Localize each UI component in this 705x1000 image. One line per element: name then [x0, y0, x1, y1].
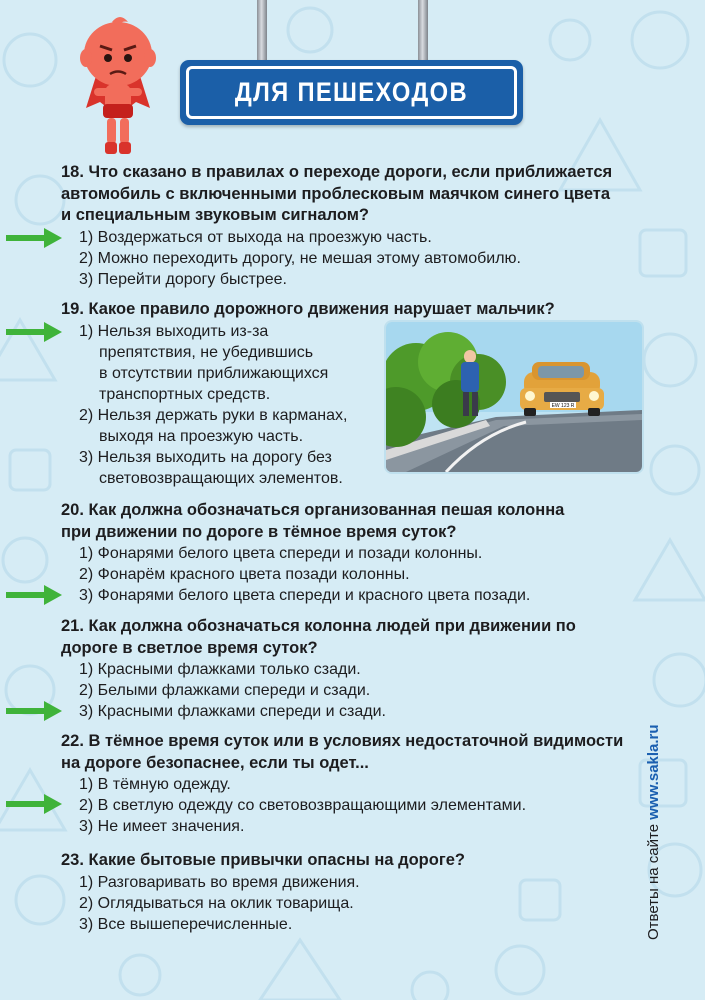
question-20-title: 20. Как должна обозначаться организованная пешая колонна при движении по дороге в тёмное время суток?: [61, 501, 565, 541]
question-21-title: 21. Как должна обозначаться колонна людей при движении по дороге в светлое время суток?: [61, 617, 576, 657]
answer-option: 3) Не имеет значения.: [79, 818, 245, 835]
question-21: [61, 616, 576, 722]
question-18-title: 18. Что сказано в правилах о переходе дороги, если приближается автомобиль с включенными проблесковым маячком синего цвета и специальным звуковым сигналом?: [61, 163, 613, 224]
answer-option: 2) Нельзя держать руки в карманах, выходя на проезжую часть.: [79, 406, 348, 445]
sign-post-left: [257, 0, 267, 68]
answer-option: 2) Белыми флажками спереди и сзади.: [79, 682, 371, 699]
green-arrow-icon: [6, 322, 62, 342]
answer-option: 3) Красными флажками спереди и сзади.: [79, 703, 386, 720]
sign-post-right: [418, 0, 428, 68]
green-arrow-icon: [6, 701, 62, 721]
answer-option: 2) В светлую одежду со световозвращающими элементами.: [79, 797, 527, 814]
answer-option: 3) Перейти дорогу быстрее.: [79, 270, 287, 288]
page-title: ДЛЯ ПЕШЕХОДОВ: [234, 77, 469, 107]
answer-option: 1) Воздержаться от выхода на проезжую часть.: [79, 228, 432, 246]
question-20: [61, 500, 564, 606]
answer-option: 3) Нельзя выходить на дорогу без световозвращающих элементов.: [79, 448, 343, 487]
question-22-title: 22. В тёмное время суток или в условиях недостаточной видимости на дороге безопаснее, если ты одет...: [61, 732, 624, 772]
header-sign-frame: [186, 66, 517, 119]
green-arrow-icon: [6, 228, 62, 248]
question-18: [61, 162, 612, 290]
answer-option: 3) Все вышеперечисленные.: [79, 915, 293, 933]
answer-option: 1) В тёмную одежду.: [79, 776, 231, 793]
answer-option: 1) Фонарями белого цвета спереди и позади колонны.: [79, 545, 483, 562]
question-22: [61, 731, 623, 837]
license-plate: EW 123 R: [551, 403, 575, 409]
question-23: [61, 850, 465, 935]
answer-option: 1) Нельзя выходить из-за препятствия, не убедившись в отсутствии приближающихся транспортных средств.: [79, 322, 329, 403]
mascot-character: [78, 16, 158, 158]
answer-option: 2) Оглядываться на оклик товарища.: [79, 894, 354, 912]
answers-site-caption: Ответы на сайте www.sakla.ru: [645, 724, 662, 940]
site-link[interactable]: www.sakla.ru: [645, 724, 662, 820]
green-arrow-icon: [6, 585, 62, 605]
question-19-title: 19. Какое правило дорожного движения нарушает мальчик?: [61, 300, 555, 318]
answer-option: 1) Разговаривать во время движения.: [79, 873, 360, 891]
answer-option: 2) Фонарём красного цвета позади колонны.: [79, 566, 410, 583]
question-23-title: 23. Какие бытовые привычки опасны на дороге?: [61, 851, 465, 869]
answer-option: 3) Фонарями белого цвета спереди и красного цвета позади.: [79, 587, 531, 604]
answer-option: 1) Красными флажками только сзади.: [79, 661, 361, 678]
boy-road-illustration: [386, 322, 642, 472]
answer-option: 2) Можно переходить дорогу, не мешая этому автомобилю.: [79, 249, 521, 267]
header-sign: [180, 60, 523, 125]
green-arrow-icon: [6, 794, 62, 814]
